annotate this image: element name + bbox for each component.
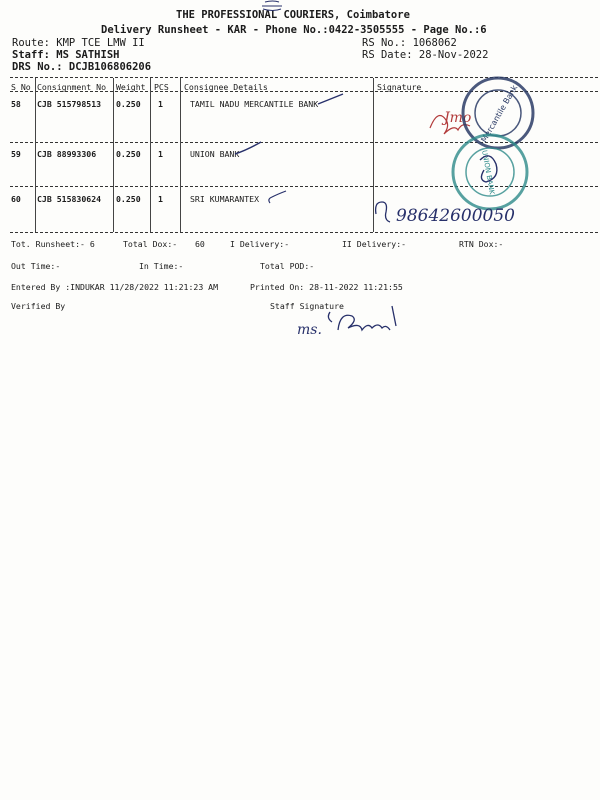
- ii-delivery: II Delivery:-: [342, 239, 407, 249]
- svg-text:Mercantile Bank: Mercantile Bank: [479, 83, 520, 144]
- tick-mark-row60: [269, 191, 286, 203]
- rs-date: RS Date: 28-Nov-2022: [362, 49, 489, 61]
- red-signature-text: Jmo: [444, 110, 472, 126]
- col-header-weight: Weight: [116, 82, 146, 92]
- runsheet-subtitle: Delivery Runsheet - KAR - Phone No.:0422-3505555 - Page No.:6: [101, 24, 487, 36]
- i-delivery: I Delivery:-: [230, 239, 290, 249]
- drs-number: DRS No.: DCJB106806206: [12, 61, 152, 73]
- company-title: THE PROFESSIONAL COURIERS, Coimbatore: [176, 9, 410, 21]
- entered-by: Entered By :INDUKAR 11/28/2022 11:21:23 AM: [11, 282, 219, 292]
- handwritten-signature-row60: [376, 202, 390, 222]
- table-row-sno: 60: [11, 194, 21, 204]
- total-dox-value: 60: [195, 239, 205, 249]
- col-header-consignment: Consignment No: [37, 82, 107, 92]
- col-header-signature: Signature: [377, 82, 422, 92]
- out-time: Out Time:-: [11, 261, 61, 271]
- col-header-consignee: Consignee Details: [184, 82, 268, 92]
- rtn-dox: RTN Dox:-: [459, 239, 504, 249]
- total-pod: Total POD:-: [260, 261, 315, 271]
- in-time: In Time:-: [139, 261, 184, 271]
- table-row-pcs: 1: [158, 99, 163, 109]
- handwritten-phone: 98642600050: [396, 206, 515, 226]
- total-dox-label: Total Dox:-: [123, 239, 178, 249]
- staff-signature-scrawl: [328, 306, 396, 330]
- table-row-sno: 58: [11, 99, 21, 109]
- col-header-sno: S No: [11, 82, 31, 92]
- route-label: Route: KMP TCE LMW II: [12, 37, 145, 49]
- table-row-consignee: TAMIL NADU MERCANTILE BANK: [190, 99, 319, 109]
- header-scribble: [262, 1, 282, 11]
- staff-label: Staff: MS SATHISH: [12, 49, 120, 61]
- tot-runsheet: Tot. Runsheet:- 6: [11, 239, 95, 249]
- rs-number: RS No.: 1068062: [362, 37, 457, 49]
- table-row-sno: 59: [11, 149, 21, 159]
- svg-text:UNION BANK: UNION BANK: [480, 149, 496, 196]
- col-header-pcs: PCS: [154, 82, 169, 92]
- table-row-consignee: SRI KUMARANTEX: [190, 194, 260, 204]
- table-row-consignment: CJB 88993306: [37, 149, 97, 159]
- table-row-weight: 0.250: [116, 194, 141, 204]
- table-row-pcs: 1: [158, 149, 163, 159]
- table-row-consignment: CJB 515830624: [37, 194, 102, 204]
- printed-on: Printed On: 28-11-2022 11:21:55: [250, 282, 403, 292]
- table-row-weight: 0.250: [116, 149, 141, 159]
- table-row-consignment: CJB 515798513: [37, 99, 102, 109]
- staff-signature-ms: ms.: [297, 322, 322, 338]
- verified-by: Verified By: [11, 301, 66, 311]
- tick-mark-row59: [235, 142, 261, 154]
- table-row-pcs: 1: [158, 194, 163, 204]
- staff-signature-label: Staff Signature: [270, 301, 344, 311]
- table-row-weight: 0.250: [116, 99, 141, 109]
- table-row-consignee: UNION BANK: [190, 149, 240, 159]
- tick-mark-row58: [318, 94, 343, 104]
